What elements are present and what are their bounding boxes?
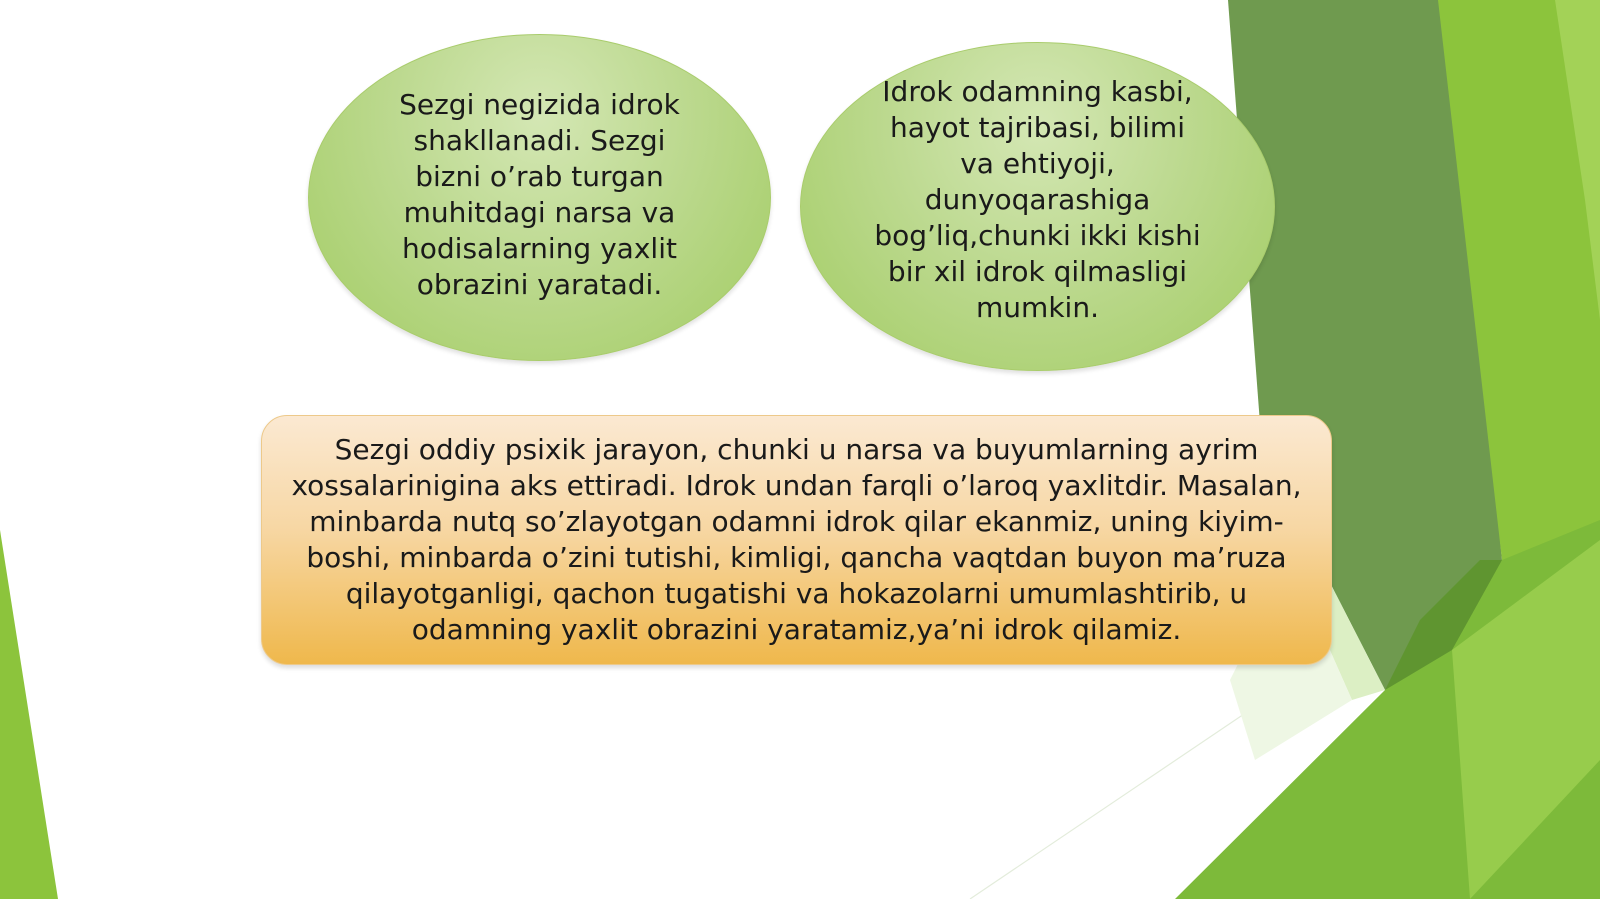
main-box-text: Sezgi oddiy psixik jarayon, chunki u narsa va buyumlarning ayrim xossalarinigina aks ettiradi. Idrok undan farqli o’laroq yaxlitdir. Masalan, minbarda nutq so’zlayotgan odamni idrok qilar ekanmiz, uning kiyim-boshi, minbarda o’zini tutishi, kimligi, qancha vaqtdan buyon ma’ruza qilayotganligi, qachon tugatishi va hokazolarni umumlashtirib, u odamning yaxlit obrazini yaratamiz,ya’ni idrok qilamiz. [291,433,1302,646]
perception-factors-oval [800,42,1275,371]
oval-right-text: Idrok odamning kasbi, hayot tajribasi, bilimi va ehtiyoji, dunyoqarashiga bog’liq,chunki ikki kishi bir xil idrok qilmasligi mumkin. [874,74,1201,324]
perception-sensation-oval [308,34,771,361]
oval-left-text: Sezgi negizida idrok shakllanadi. Sezgi bizni o’rab turgan muhitdagi narsa va hodisalarning yaxlit obrazini yaratadi. [399,87,680,301]
sensation-vs-perception-box [261,415,1332,665]
left-green-sliver [0,530,58,899]
